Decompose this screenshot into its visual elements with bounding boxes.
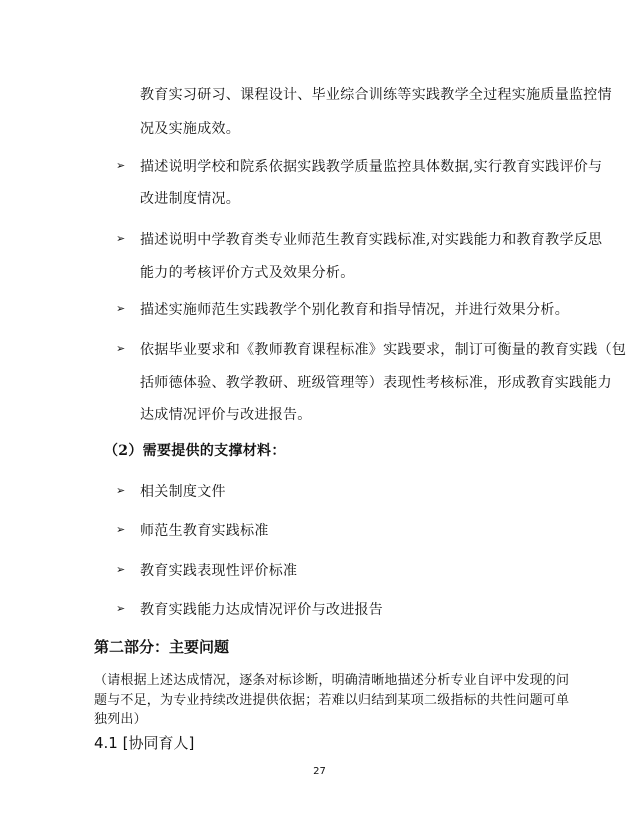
page-number: 27 — [313, 766, 326, 777]
item-2-line-1: 描述说明中学教育类专业师范生教育实践标准,对实践能力和教育教学反思 — [140, 232, 603, 248]
material-item-3: 教育实践表现性评价标准 — [140, 563, 298, 579]
note-line-2: 题与不足，为专业持续改进提供依据；若难以归结到某项二级指标的共性问题可单 — [94, 693, 570, 708]
intro-line-1: 教育实习研习、课程设计、毕业综合训练等实践教学全过程实施质量监控情 — [140, 87, 612, 103]
item-1-line-2: 改进制度情况。 — [140, 191, 241, 207]
note-line-3: 独列出） — [94, 712, 147, 727]
item-3-line-1: 描述实施师范生实践教学个别化教育和指导情况，并进行效果分析。 — [140, 302, 569, 318]
intro-line-2: 况及实施成效。 — [140, 121, 241, 137]
materials-heading: （2）需要提供的支撑材料： — [104, 443, 286, 459]
bullet-arrow-icon: ➢ — [116, 342, 126, 355]
bullet-arrow-icon: ➢ — [116, 563, 126, 576]
material-item-4: 教育实践能力达成情况评价与改进报告 — [140, 602, 384, 618]
bullet-arrow-icon: ➢ — [116, 232, 126, 245]
item-1-line-1: 描述说明学校和院系依据实践教学质量监控具体数据,实行教育实践评价与 — [140, 159, 603, 175]
section-title: 4.1 [协同育人] — [94, 734, 195, 752]
bullet-arrow-icon: ➢ — [116, 602, 126, 615]
item-4-line-2: 括师德体验、教学教研、班级管理等）表现性考核标准，形成教育实践能力 — [140, 375, 612, 391]
material-item-1: 相关制度文件 — [140, 484, 226, 500]
item-2-line-2: 能力的考核评价方式及效果分析。 — [140, 265, 355, 281]
item-4-line-1: 依据毕业要求和《教师教育课程标准》实践要求，制订可衡量的教育实践（包 — [140, 342, 627, 358]
item-4-line-3: 达成情况评价与改进报告。 — [140, 407, 312, 423]
part-title: 第二部分：主要问题 — [94, 638, 230, 656]
bullet-arrow-icon: ➢ — [116, 302, 126, 315]
bullet-arrow-icon: ➢ — [116, 523, 126, 536]
material-item-2: 师范生教育实践标准 — [140, 523, 269, 539]
bullet-arrow-icon: ➢ — [116, 159, 126, 172]
bullet-arrow-icon: ➢ — [116, 484, 126, 497]
note-line-1: （请根据上述达成情况，逐条对标诊断，明确清晰地描述分析专业自评中发现的问 — [94, 673, 570, 688]
